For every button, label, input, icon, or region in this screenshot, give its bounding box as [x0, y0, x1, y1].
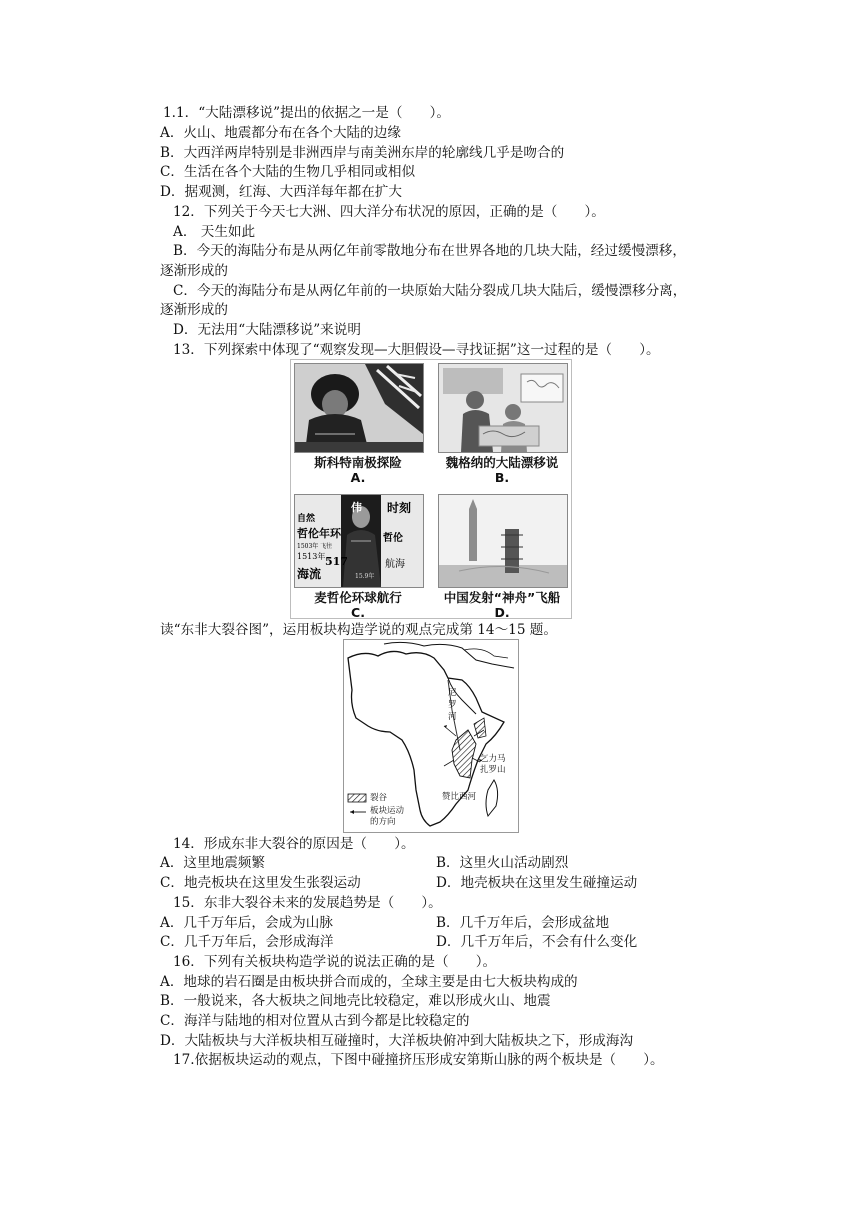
map-label-zambezi: 赞比西河: [442, 792, 477, 802]
q16-stem: 16．下列有关板块构造学说的说法正确的是（ ）。: [173, 954, 497, 970]
caption-d-name: 中国发射“神舟”飞船: [443, 590, 561, 605]
q13-figure-grid: [290, 359, 572, 619]
q12-stem: 12．下列关于今天七大洲、四大洋分布状况的原因，正确的是（ ）。: [173, 204, 605, 220]
magellan-headline-10: 哲伦: [383, 533, 403, 544]
caption-b-letter: B.: [494, 470, 510, 485]
q15-option-d: D．几千万年后，不会有什么变化: [436, 934, 638, 950]
q14-option-b: B．这里火山活动剧烈: [436, 855, 569, 871]
q11-option-d: D．据观测，红海、大西洋每年都在扩大: [160, 184, 402, 200]
q14-option-a: A．这里地震频繁: [160, 855, 265, 871]
caption-d-letter: D.: [494, 605, 510, 620]
q11-option-b: B．大西洋两岸特别是非洲西岸与南美洲东岸的轮廓线几乎是吻合的: [160, 145, 565, 161]
magellan-headline-6: 海流: [297, 567, 322, 581]
magellan-headline-7: 517: [325, 555, 348, 568]
q12-option-a: A． 天生如此: [173, 224, 256, 240]
q11-stem: 1.1．“大陆漂移说”提出的依据之一是（ ）。: [163, 105, 450, 121]
caption-c-name: 麦哲伦环球航行: [314, 590, 402, 605]
q12-option-c-line1: C．今天的海陆分布是从两亿年前的一块原始大陆分裂成几块大陆后，缓慢漂移分离，: [173, 283, 687, 299]
magellan-headline-1: 伟: [351, 501, 362, 514]
magellan-headline-9: 自然: [297, 514, 316, 524]
q15-option-a: A．几千万年后，会成为山脉: [160, 915, 333, 931]
q13-stem: 13．下列探索中体现了“观察发现—大胆假设—寻找证据”这一过程的是（ ）。: [173, 342, 660, 358]
q14-stem: 14．形成东非大裂谷的原因是（ ）。: [173, 836, 415, 852]
q14-option-d: D．地壳板块在这里发生碰撞运动: [436, 875, 638, 891]
magellan-headline-8: 15.9年: [355, 573, 375, 580]
q15-option-c: C．几千万年后，会形成海洋: [160, 934, 334, 950]
q15-option-b: B．几千万年后，会形成盆地: [436, 915, 610, 931]
legend-rift-label: 裂谷: [370, 793, 388, 803]
east-africa-rift-map: [343, 639, 519, 833]
q15-stem: 15．东非大裂谷未来的发展趋势是（ ）。: [173, 895, 442, 911]
caption-b-name: 魏格纳的大陆漂移说: [445, 455, 559, 470]
magellan-headline-5: 1513年: [297, 552, 326, 561]
q17-stem: 17.依据板块运动的观点，下图中碰撞挤压形成安第斯山脉的两个板块是（ ）。: [173, 1052, 664, 1068]
map-label-kilimanjaro-1: 乞力马: [480, 754, 506, 764]
q16-option-a: A．地球的岩石圈是由板块拼合而成的，全球主要是由七大板块构成的: [160, 974, 578, 990]
map-label-kilimanjaro-2: 扎罗山: [480, 765, 506, 775]
map-label-nile-2: 罗: [448, 700, 457, 710]
q16-option-d: D．大陆板块与大洋板块相互碰撞时，大洋板块俯冲到大陆板块之下，形成海沟: [160, 1033, 634, 1049]
magellan-headline-11: 航海: [385, 559, 405, 570]
q12-option-d: D．无法用“大陆漂移说”来说明: [173, 322, 361, 338]
q12-option-b-line2: 逐渐形成的: [160, 263, 228, 279]
scott-antarctic-photo: [294, 363, 424, 453]
map-label-nile-3: 河: [448, 712, 457, 722]
q11-option-c: C．生活在各个大陆的生物几乎相同或相似: [160, 164, 416, 180]
q11-option-a: A．火山、地震都分布在各个大陆的边缘: [160, 125, 401, 141]
q12-option-b-line1: B．今天的海陆分布是从两亿年前零散地分布在世界各地的几块大陆，经过缓慢漂移，: [173, 243, 686, 259]
magellan-headline-3: 哲伦年环: [297, 527, 341, 540]
legend-arrow-label-2: 的方向: [370, 817, 396, 827]
map-label-nile-1: 尼: [448, 688, 457, 698]
caption-a-name: 斯科特南极探险: [314, 455, 402, 470]
africa-outline: [344, 640, 518, 832]
q14-option-c: C．地壳板块在这里发生张裂运动: [160, 875, 361, 891]
q16-option-b: B．一般说来，各大板块之间地壳比较稳定，难以形成火山、地震: [160, 993, 551, 1009]
magellan-headline-2: 时刻: [387, 501, 412, 515]
magellan-photo: [294, 494, 424, 588]
legend-arrow-label-1: 板块运动: [370, 806, 405, 816]
caption-c-letter: C.: [351, 605, 365, 620]
caption-d: [432, 590, 572, 620]
map-intro: 读“东非大裂谷图”，运用板块构造学说的观点完成第 14～15 题。: [160, 622, 557, 638]
caption-c: [288, 590, 428, 620]
caption-a: [288, 455, 428, 485]
q16-option-c: C．海洋与陆地的相对位置从古到今都是比较稳定的: [160, 1013, 470, 1029]
magellan-headline-4: 1503年 飞往: [297, 543, 333, 550]
wegener-photo: [438, 363, 568, 453]
shenzhou-launch-photo: [438, 494, 568, 588]
caption-b: [432, 455, 572, 485]
q12-option-c-line2: 逐渐形成的: [160, 302, 228, 318]
caption-a-letter: A.: [350, 470, 366, 485]
